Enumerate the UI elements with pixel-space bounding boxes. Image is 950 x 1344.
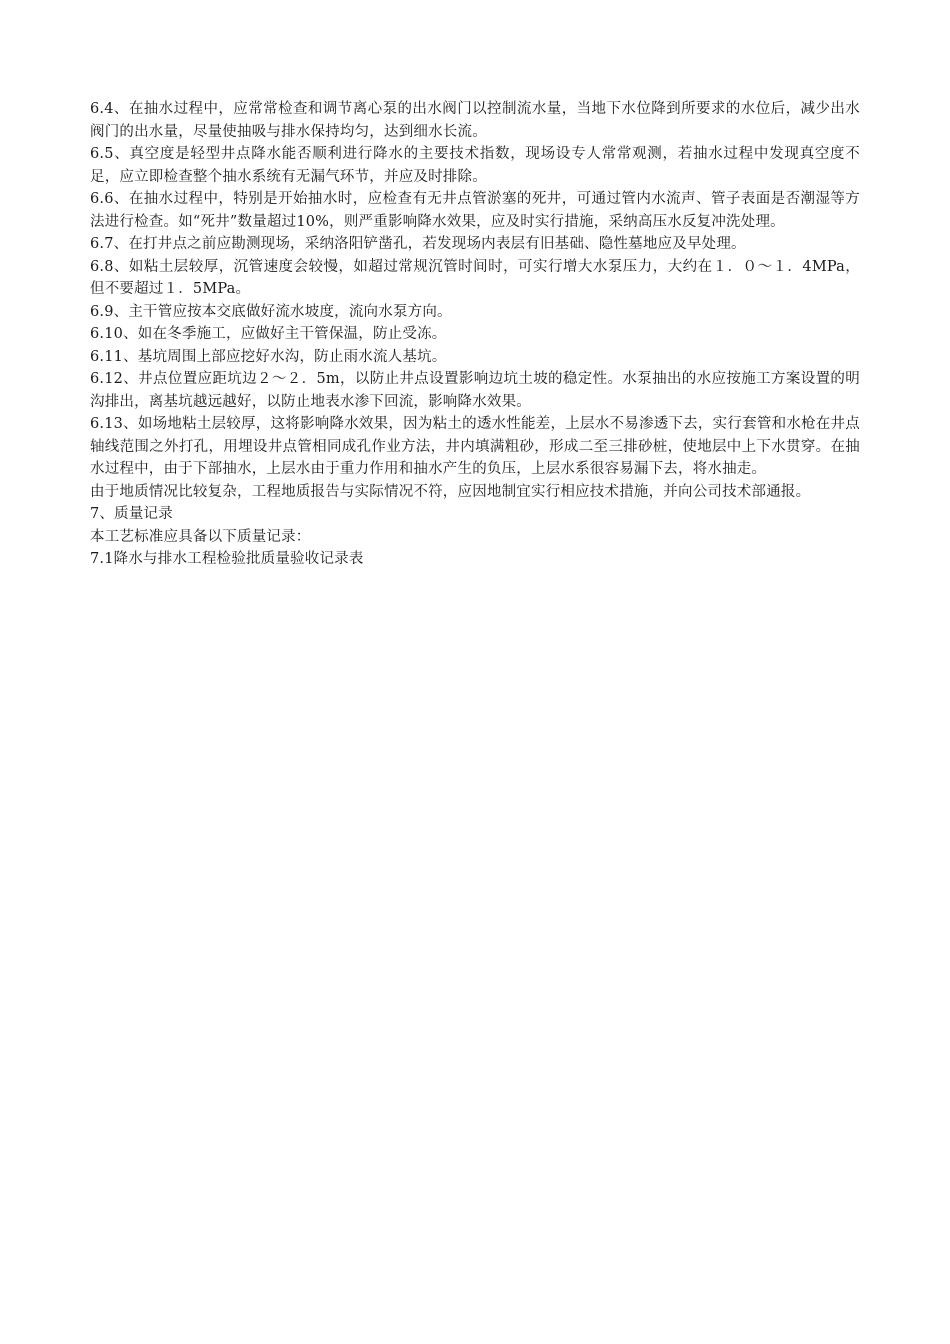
- paragraph-6-9: 6.9、主干管应按本交底做好流水坡度，流向水泵方向。: [90, 303, 452, 320]
- paragraph-6-4: 6.4、在抽水过程中，应常常检查和调节离心泵的出水阀门以控制流水量，当地下水位降到所要求的水位后，减少出水阀门的出水量，尽量使抽吸与排水保持均匀，达到细水长流。: [90, 101, 860, 140]
- paragraph-geology-note: 由于地质情况比较复杂，工程地质报告与实际情况不符，应因地制宜实行相应技术措施，并向公司技术部通报。: [90, 483, 811, 500]
- paragraph-7-1: 7.1降水与排水工程检验批质量验收记录表: [90, 551, 364, 567]
- paragraph-6-13: 6.13、如场地粘土层较厚，这将影响降水效果，因为粘土的透水性能差，上层水不易渗透下去，实行套管和水枪在井点轴线范围之外打孔，用埋设井点管相同成孔作业方法，井内填满粗砂，形成二至三排砂桩，使地层中上下水贯穿。在抽水过程中，由于下部抽水，上层水由于重力作用和抽水产生的负压，上层水系很容易漏下去，将水抽走。: [90, 416, 860, 477]
- paragraph-6-11: 6.11、基坑周围上部应挖好水沟，防止雨水流人基坑。: [90, 348, 447, 365]
- paragraph-6-7: 6.7、在打井点之前应勘测现场，采纳洛阳铲凿孔，若发现场内表层有旧基础、隐性墓地应及早处理。: [90, 236, 746, 252]
- paragraph-quality-records-intro: 本工艺标准应具备以下质量记录：: [90, 528, 311, 545]
- paragraph-6-6: 6.6、在抽水过程中，特别是开始抽水时，应检查有无井点管淤塞的死井，可通过管内水流声、管子表面是否潮湿等方法进行检查。如“死井”数量超过10%，则严重影响降水效果，应及时实行措施，采纳高压水反复冲洗处理。: [90, 191, 860, 230]
- section-heading-quality-records: 7、质量记录: [90, 506, 173, 522]
- paragraph-6-12: 6.12、井点位置应距坑边２～２．5m，以防止井点设置影响边坑土坡的稳定性。水泵抽出的水应按施工方案设置的明沟排出，离基坑越远越好，以防止地表水渗下回流，影响降水效果。: [90, 371, 860, 410]
- paragraph-6-8: 6.8、如粘土层较厚，沉管速度会较慢，如超过常规沉管时间时，可实行增大水泵压力，大约在１．０～１．4MPa，但不要超过１．5MPa。: [90, 258, 860, 297]
- paragraph-6-5: 6.5、真空度是轻型井点降水能否顺利进行降水的主要技术指数，现场设专人常常观测，若抽水过程中发现真空度不足，应立即检查整个抽水系统有无漏气环节，并应及时排除。: [90, 146, 860, 185]
- paragraph-6-10: 6.10、如在冬季施工，应做好主干管保温，防止受冻。: [90, 326, 447, 342]
- document-body: [90, 98, 860, 571]
